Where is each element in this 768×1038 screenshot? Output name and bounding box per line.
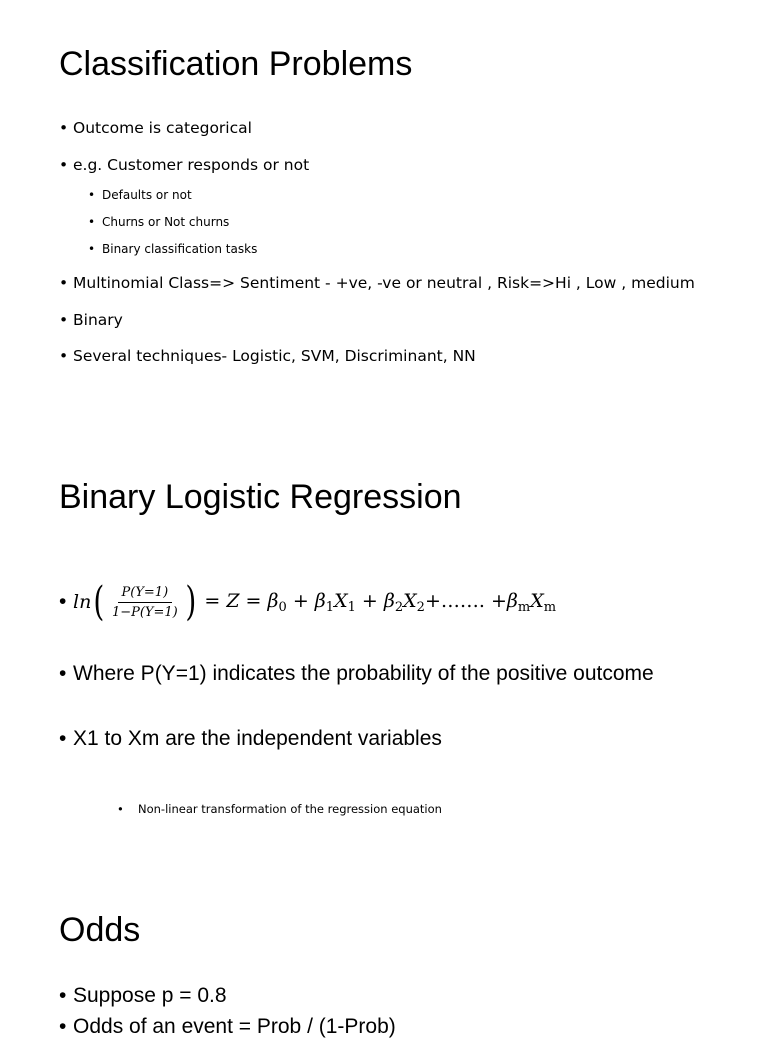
bullet-icon: •: [59, 590, 67, 613]
bullet-icon: •: [59, 1015, 67, 1038]
bullet-text: Odds of an event = Prob / (1-Prob): [73, 1015, 396, 1038]
bullet-text: e.g. Customer responds or not: [73, 156, 310, 174]
slide-title-odds: Odds: [59, 911, 141, 949]
sub-bullet-text: Defaults or not: [102, 188, 192, 202]
bullet-text: Binary: [73, 311, 123, 329]
right-paren: ): [185, 579, 197, 625]
bullet-icon: •: [59, 156, 69, 174]
bullet-icon: •: [59, 727, 67, 750]
sub-bullet-text: Non-linear transformation of the regression equation: [138, 802, 442, 816]
bullet-icon: •: [88, 215, 96, 229]
equals-z: = Z =: [204, 589, 262, 612]
beta-2: β: [383, 589, 395, 612]
bullet-text: X1 to Xm are the independent variables: [73, 727, 442, 750]
plus-sign: +: [355, 589, 384, 612]
bullet-icon: •: [59, 274, 69, 292]
x-2: X: [403, 589, 417, 612]
left-paren: (: [93, 579, 105, 625]
formula-rhs: [204, 590, 556, 615]
bullet-icon: •: [59, 119, 69, 137]
bullet-icon: •: [88, 242, 96, 256]
bullet-icon: •: [117, 802, 124, 816]
ellipsis-plus: +……. +: [424, 589, 507, 612]
bullet-example: [59, 158, 309, 174]
ln-symbol: ln: [73, 591, 92, 613]
beta-2-subscript: 2: [394, 599, 404, 615]
bullet-techniques: [59, 349, 476, 365]
sub-bullet-nonlinear: [117, 804, 442, 816]
sub-bullet-defaults: [88, 189, 192, 201]
bullet-icon: •: [88, 188, 96, 202]
x-m-subscript: m: [543, 599, 557, 615]
bullet-independent-variables: [59, 728, 442, 749]
sub-bullet-text: Churns or Not churns: [102, 215, 230, 229]
logit-formula: [59, 578, 556, 626]
plus-sign: +: [286, 589, 315, 612]
probability-fraction: [108, 585, 182, 620]
x-m: X: [530, 589, 544, 612]
bullet-text: Suppose p = 0.8: [73, 984, 227, 1007]
beta-m-subscript: m: [517, 599, 531, 615]
sub-bullet-binary-tasks: [88, 243, 257, 255]
sub-bullet-text: Binary classification tasks: [102, 242, 258, 256]
bullet-icon: •: [59, 984, 67, 1007]
fraction-numerator: P(Y=1): [118, 585, 173, 603]
bullet-outcome: [59, 121, 252, 137]
bullet-text: Multinomial Class=> Sentiment - +ve, -ve or neutral , Risk=>Hi , Low , medium: [73, 274, 695, 292]
beta-1: β: [314, 589, 326, 612]
sub-bullet-churns: [88, 216, 229, 228]
x-1-subscript: 1: [347, 599, 356, 615]
beta-0: β: [267, 589, 279, 612]
bullet-suppose-p: [59, 985, 227, 1006]
beta-0-subscript: 0: [278, 599, 287, 615]
bullet-icon: •: [59, 347, 69, 365]
bullet-odds-definition: [59, 1016, 396, 1037]
bullet-icon: •: [59, 311, 69, 329]
slide-title-logistic: Binary Logistic Regression: [59, 478, 462, 516]
fraction-denominator: 1−P(Y=1): [111, 604, 178, 620]
slide-title-classification: Classification Problems: [59, 45, 413, 83]
bullet-binary: [59, 313, 123, 329]
bullet-icon: •: [59, 662, 67, 685]
beta-m: β: [506, 589, 518, 612]
bullet-text: Several techniques- Logistic, SVM, Discriminant, NN: [73, 347, 476, 365]
bullet-text: Outcome is categorical: [73, 119, 252, 137]
beta-1-subscript: 1: [325, 599, 335, 615]
bullet-multinomial: [59, 276, 695, 292]
bullet-probability-definition: [59, 663, 654, 684]
x-1: X: [334, 589, 348, 612]
x-2-subscript: 2: [416, 599, 425, 615]
bullet-text: Where P(Y=1) indicates the probability of the positive outcome: [73, 662, 654, 685]
